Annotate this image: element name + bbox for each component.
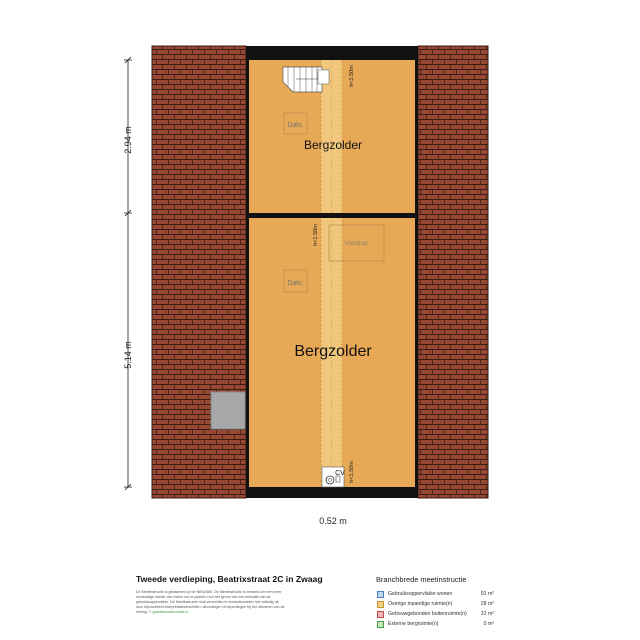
wall-middle	[246, 213, 418, 218]
cv-label: CV	[335, 470, 345, 477]
legend-label: Externe bergruimte(n)	[388, 621, 439, 627]
dimension-vertical	[124, 57, 132, 490]
chimney	[211, 392, 245, 429]
wall-top	[246, 46, 418, 60]
legend-item	[376, 620, 494, 630]
legend-value: 0 m²	[483, 621, 494, 627]
legend-label: Gebruiksoppervlakte wonen	[388, 591, 453, 597]
headroom-label-lower: h<1.50m	[349, 461, 355, 483]
legend-value: 91 m²	[480, 591, 494, 597]
legend-item	[376, 600, 494, 610]
dimension-lower-height: 5.14 m	[123, 341, 133, 369]
legend-label: Gebouwgebonden buitenruimte(n)	[388, 611, 467, 617]
disclaimer-text: De Meetinstructie is gebaseerd op de NEN2580. De Meetinstructie is bedoeld om een meer eenduidige manier van meten toe te passen voor het geven van een indicatie van de gebruiksoppervlakte. De Meetinstructie sluit verschillen in meetuitkomsten niet volledig uit, door bijvoorbeeld interpretatieverschillen, afrondingen of beperkingen bij het uitvoeren van de meting.	[136, 590, 285, 614]
stair	[283, 67, 322, 92]
roof-left	[152, 46, 246, 498]
legend-swatch	[377, 591, 384, 598]
room-name-upper: Bergzolder	[303, 138, 363, 152]
wall-bottom	[246, 487, 418, 498]
legend-value: 28 m²	[480, 601, 494, 607]
disclaimer-link[interactable]: © goedebouwtechniek.nl	[148, 610, 189, 614]
legend-title: Branchbrede meetinstructie	[376, 575, 467, 584]
legend-item	[376, 590, 494, 600]
dakraam-lower-label: Dakr.	[287, 280, 304, 287]
disclaimer	[136, 590, 286, 615]
dakraam-upper-label: Dakr.	[287, 122, 304, 129]
wall-left	[246, 46, 249, 498]
roof-right	[418, 46, 488, 498]
dimension-upper-height: 2.94 m	[123, 126, 133, 154]
legend-swatch	[377, 621, 384, 628]
legend-swatch	[377, 601, 384, 608]
footer	[0, 568, 640, 640]
room-name-lower: Bergzolder	[294, 343, 372, 360]
plan-title: Tweede verdieping, Beatrixstraat 2C in Zwaag	[136, 574, 323, 584]
headroom-label-upper: h<1.50m	[349, 65, 355, 87]
headroom-label-mid: h<1.50m	[313, 224, 319, 246]
wall-right	[415, 46, 418, 498]
legend-swatch	[377, 611, 384, 618]
legend-item	[376, 610, 494, 620]
legend	[376, 590, 494, 630]
legend-label: Overige inpandige ruimte(n)	[388, 601, 453, 607]
vlizotrap-label: Vlizotrap	[344, 241, 368, 247]
dimension-bottom-width: 0.52 m	[319, 516, 347, 526]
legend-value: 31 m²	[480, 611, 494, 617]
